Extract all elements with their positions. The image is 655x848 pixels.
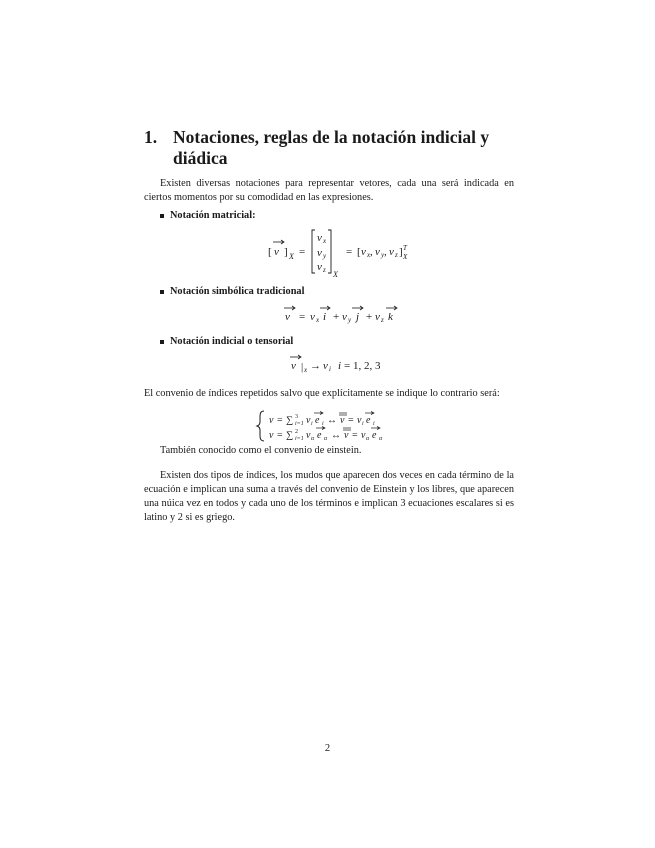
- svg-text:↔: ↔: [331, 430, 341, 441]
- svg-text:v: v: [357, 415, 362, 426]
- section-number: 1.: [144, 127, 158, 147]
- svg-text:i: i: [311, 421, 313, 427]
- svg-text:v: v: [317, 232, 322, 244]
- svg-text:v: v: [361, 430, 366, 441]
- svg-text:x: x: [323, 237, 327, 245]
- svg-text:X: X: [289, 252, 294, 261]
- svg-text:v: v: [323, 360, 328, 372]
- matrix-equation: [262, 224, 422, 280]
- bullet-label: Notación simbólica tradicional: [170, 286, 305, 297]
- svg-text:X: X: [333, 270, 338, 279]
- svg-text:x: x: [316, 316, 320, 324]
- svg-text:=: =: [299, 311, 306, 323]
- svg-text:i=1: i=1: [295, 421, 304, 427]
- svg-text:=: =: [348, 415, 354, 426]
- page-number: 2: [324, 743, 331, 754]
- svg-text:α: α: [324, 436, 328, 442]
- svg-text:i: i: [362, 421, 364, 427]
- svg-text:v: v: [344, 430, 349, 441]
- svg-text:v: v: [306, 415, 311, 426]
- bullet-label: Notación indicial o tensorial: [170, 336, 294, 347]
- svg-text:3: 3: [295, 414, 298, 420]
- svg-text:+: +: [366, 311, 373, 323]
- svg-text:=: =: [346, 246, 353, 258]
- bullet-marker: [160, 340, 164, 344]
- svg-text:y: y: [323, 252, 327, 260]
- svg-text:v: v: [274, 246, 279, 258]
- svg-text:v: v: [285, 311, 290, 323]
- section-title: Notaciones, reglas de la notación indicial y diádica: [173, 127, 490, 168]
- svg-text:↔: ↔: [327, 415, 337, 426]
- index-types-paragraph: Existen dos tipos de índices, los mudos que aparecen dos veces en cada término de la ecuación e implican una suma a través del convenio de Einstein y los libres, que aparecen una núica vez en todos y cada uno de los términos e implican 3 ecuaciones escalares si es latino y 2 si es griego.: [144, 470, 514, 523]
- svg-text:v: v: [375, 246, 380, 258]
- svg-text:v: v: [340, 415, 345, 426]
- svg-text:i: i: [323, 311, 327, 323]
- intro-paragraph: Existen diversas notaciones para representar vetores, cada una será indicada en ciertos momentos por su comodidad en las expresiones.: [144, 178, 514, 203]
- svg-text:v: v: [306, 430, 311, 441]
- svg-text:T: T: [403, 244, 407, 252]
- svg-text:z: z: [395, 251, 398, 259]
- einstein-convention-system: [256, 409, 406, 443]
- svg-text:i: i: [329, 365, 331, 373]
- svg-text:i: i: [373, 421, 375, 427]
- svg-text:α: α: [379, 436, 383, 442]
- svg-text:i: i: [338, 360, 342, 372]
- svg-text:v: v: [317, 247, 322, 259]
- svg-text:∑: ∑: [286, 430, 294, 441]
- svg-text:j: j: [356, 311, 360, 323]
- svg-text:y: y: [381, 251, 385, 259]
- svg-text:α: α: [366, 436, 370, 442]
- svg-text:e: e: [372, 430, 377, 441]
- svg-text:v: v: [342, 311, 347, 323]
- svg-text:x: x: [304, 366, 308, 374]
- svg-text:[: [: [268, 246, 272, 258]
- bullet-marker: [160, 290, 164, 294]
- bullet-marker: [160, 214, 164, 218]
- svg-text:,: ,: [384, 246, 387, 258]
- svg-text:x: x: [367, 251, 371, 259]
- indicial-equation: [288, 353, 381, 375]
- svg-text:i=1: i=1: [295, 436, 304, 442]
- svg-text:]: ]: [399, 246, 403, 258]
- svg-text:2: 2: [295, 429, 298, 435]
- svg-text:e: e: [315, 415, 320, 426]
- svg-text:=: =: [277, 415, 283, 426]
- svg-text:v: v: [375, 311, 380, 323]
- convention-intro: El convenio de índices repetidos salvo que explícitamente se indique lo contrario será:: [144, 388, 500, 399]
- bullet-label: Notación matricial:: [170, 210, 256, 221]
- svg-text:[: [: [357, 246, 361, 258]
- svg-text:→: →: [310, 360, 321, 372]
- svg-text:∑: ∑: [286, 415, 294, 426]
- svg-text:v: v: [389, 246, 394, 258]
- svg-text:v: v: [317, 261, 322, 273]
- svg-text:v: v: [269, 415, 274, 426]
- svg-text:,: ,: [370, 246, 373, 258]
- svg-text:i: i: [322, 421, 324, 427]
- svg-text:v: v: [361, 246, 366, 258]
- svg-text:k: k: [388, 311, 393, 323]
- svg-text:e: e: [366, 415, 371, 426]
- svg-text:X: X: [403, 253, 408, 261]
- svg-text:+: +: [333, 311, 340, 323]
- svg-text:e: e: [317, 430, 322, 441]
- svg-text:]: ]: [284, 246, 288, 258]
- svg-text:v: v: [310, 311, 315, 323]
- svg-text:=: =: [299, 246, 306, 258]
- svg-text:v: v: [269, 430, 274, 441]
- svg-text:z: z: [381, 316, 384, 324]
- svg-text:y: y: [348, 316, 352, 324]
- also-known-paragraph: También conocido como el convenio de einstein.: [160, 445, 362, 456]
- svg-text:=: =: [352, 430, 358, 441]
- svg-text:= 1, 2, 3: = 1, 2, 3: [344, 360, 381, 372]
- svg-text:α: α: [311, 436, 315, 442]
- svg-text:=: =: [277, 430, 283, 441]
- symbolic-equation: [282, 300, 402, 324]
- svg-text:v: v: [291, 360, 296, 372]
- svg-text:z: z: [323, 266, 326, 274]
- svg-text:|: |: [301, 361, 304, 373]
